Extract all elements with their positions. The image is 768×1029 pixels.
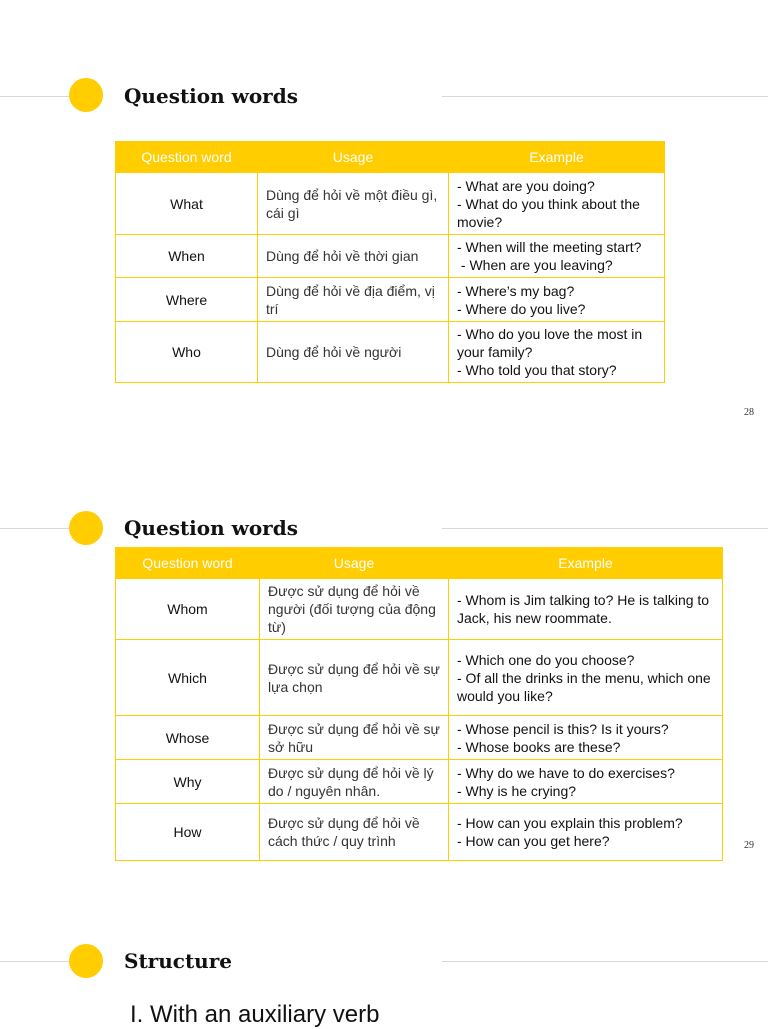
section1-table <box>115 141 665 383</box>
usage-cell: Được sử dụng để hỏi về người (đối tượng của động từ) <box>260 579 449 640</box>
table-row <box>116 760 723 804</box>
usage-cell: Được sử dụng để hỏi về lý do / nguyên nhân. <box>260 760 449 804</box>
example-cell: - What are you doing? - What do you think about the movie? <box>449 173 665 235</box>
example-cell: - Who do you love the most in your family? - Who told you that story? <box>449 322 665 383</box>
section3-title: Structure <box>124 949 232 973</box>
table-row <box>116 804 723 861</box>
example-cell: - Why do we have to do exercises? - Why is he crying? <box>449 760 723 804</box>
example-cell: - How can you explain this problem? - How can you get here? <box>449 804 723 861</box>
usage-cell: Được sử dụng để hỏi về sự sở hữu <box>260 716 449 760</box>
section1-rule-left <box>0 96 70 97</box>
example-cell: - Which one do you choose? - Of all the drinks in the menu, which one would you like? <box>449 640 723 716</box>
section1-rule-right <box>442 96 768 97</box>
question-word-cell: Where <box>116 278 258 322</box>
question-word-cell: Why <box>116 760 260 804</box>
section2-rule-right <box>442 528 768 529</box>
section2-rule-left <box>0 528 70 529</box>
header-usage: Usage <box>258 142 449 173</box>
section1-bullet-dot <box>69 78 103 112</box>
question-word-cell: How <box>116 804 260 861</box>
page-number: 29 <box>744 840 754 851</box>
section1-title: Question words <box>124 84 298 108</box>
section3-subtitle: I. With an auxiliary verb <box>130 1001 380 1028</box>
section3-rule-right <box>442 961 768 962</box>
page-number: 28 <box>744 407 754 418</box>
usage-cell: Dùng để hỏi về người <box>258 322 449 383</box>
question-word-cell: Which <box>116 640 260 716</box>
header-example: Example <box>449 142 665 173</box>
header-question-word: Question word <box>116 548 260 579</box>
example-cell: - Whose pencil is this? Is it yours? - Whose books are these? <box>449 716 723 760</box>
header-question-word: Question word <box>116 142 258 173</box>
section2-title: Question words <box>124 516 298 540</box>
table-row <box>116 579 723 640</box>
question-word-cell: Who <box>116 322 258 383</box>
question-word-cell: Whom <box>116 579 260 640</box>
header-usage: Usage <box>260 548 449 579</box>
section3-rule-left <box>0 961 70 962</box>
usage-cell: Được sử dụng để hỏi về cách thức / quy trình <box>260 804 449 861</box>
table-row <box>116 235 665 278</box>
table-row <box>116 173 665 235</box>
example-cell: - Whom is Jim talking to? He is talking to Jack, his new roommate. <box>449 579 723 640</box>
example-cell: - Where’s my bag? - Where do you live? <box>449 278 665 322</box>
usage-cell: Dùng để hỏi về địa điểm, vị trí <box>258 278 449 322</box>
section2-table <box>115 547 723 861</box>
section2-bullet-dot <box>69 511 103 545</box>
question-word-cell: Whose <box>116 716 260 760</box>
section2-header-row <box>116 548 723 579</box>
usage-cell: Dùng để hỏi về thời gian <box>258 235 449 278</box>
table-row <box>116 278 665 322</box>
usage-cell: Dùng để hỏi về một điều gì, cái gì <box>258 173 449 235</box>
table-row <box>116 640 723 716</box>
section3-bullet-dot <box>69 944 103 978</box>
question-word-cell: What <box>116 173 258 235</box>
example-cell: - When will the meeting start? - When are you leaving? <box>449 235 665 278</box>
question-word-cell: When <box>116 235 258 278</box>
header-example: Example <box>449 548 723 579</box>
section1-header-row <box>116 142 665 173</box>
table-row <box>116 716 723 760</box>
table-row <box>116 322 665 383</box>
usage-cell: Được sử dụng để hỏi về sự lựa chọn <box>260 640 449 716</box>
